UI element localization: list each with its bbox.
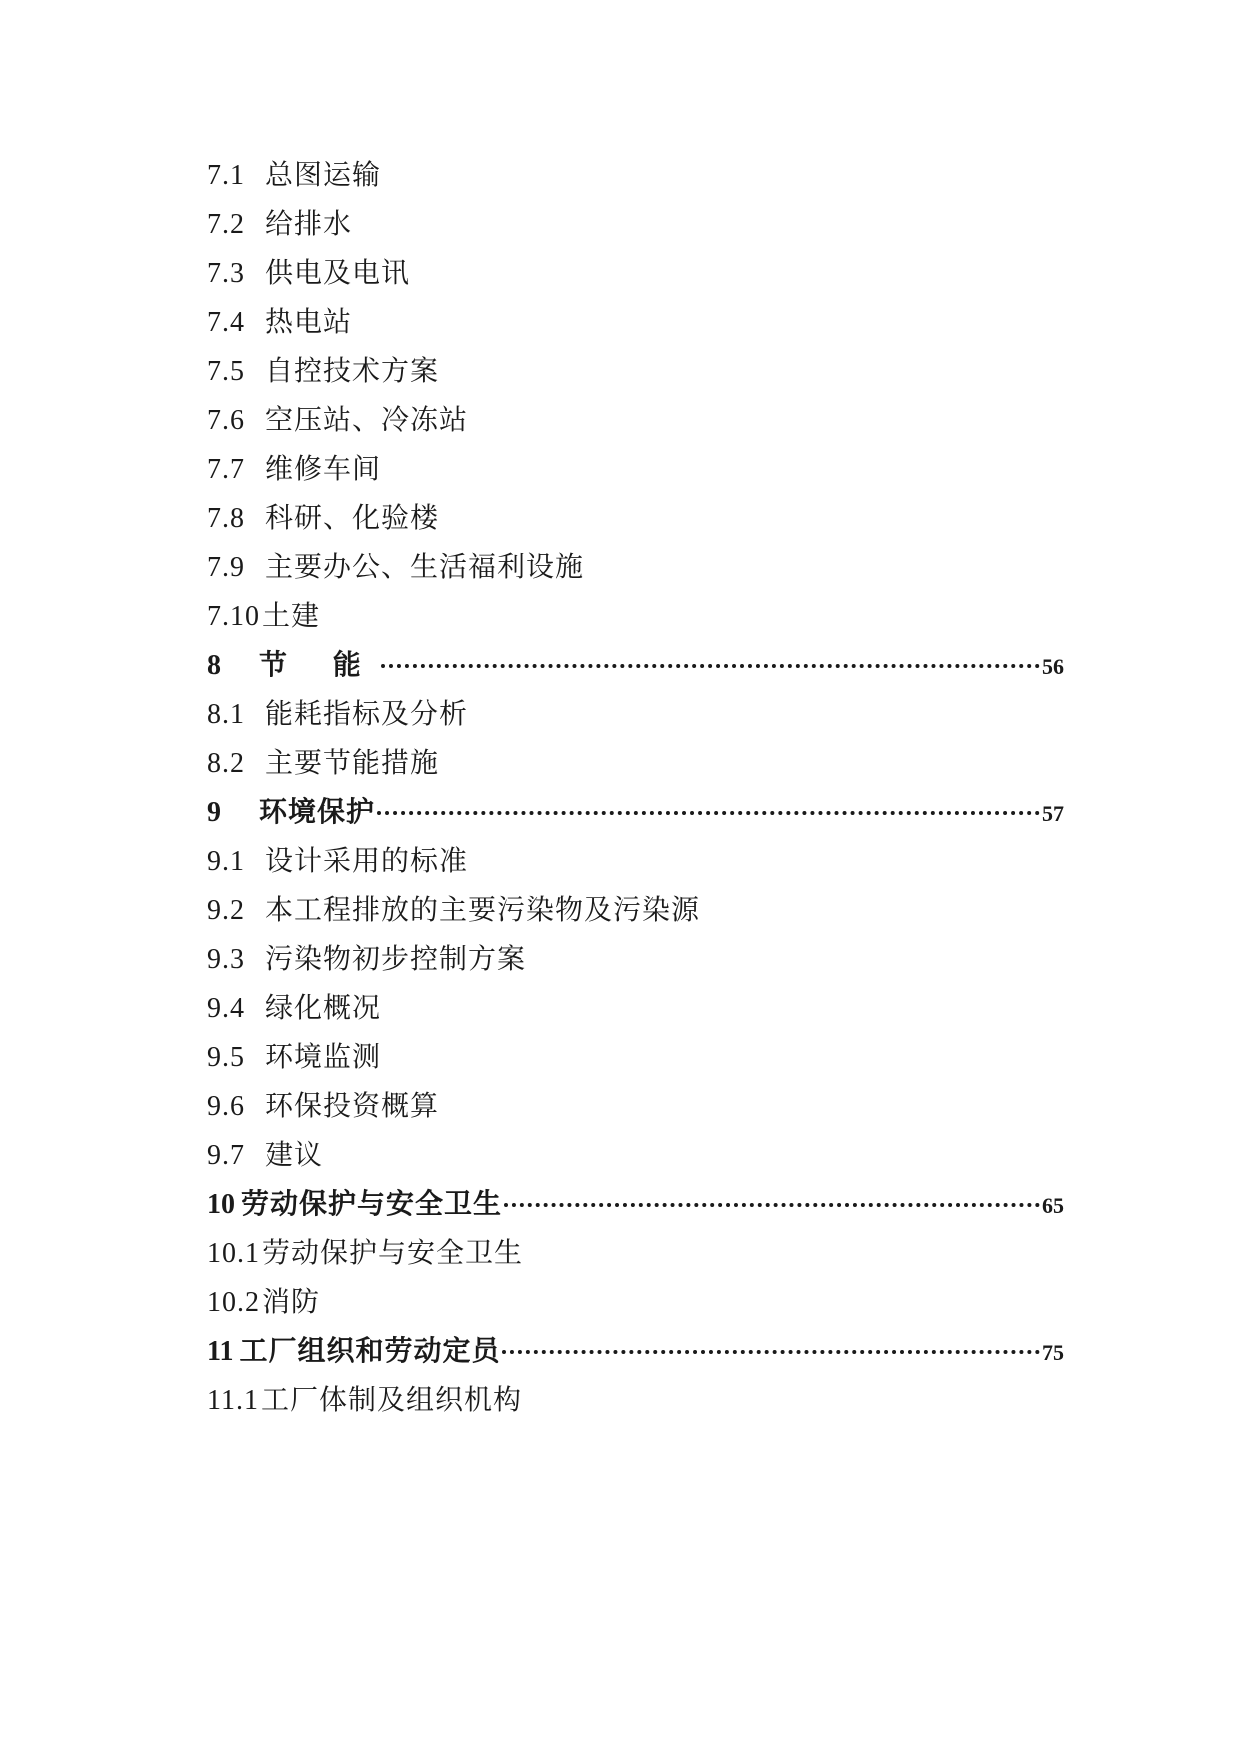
toc-entry-title: 本工程排放的主要污染物及污染源 [265,893,701,926]
toc-entry-number: 9.4 [207,993,245,1024]
dot-leader [504,1189,1040,1217]
toc-entry-number: 10.2 [207,1287,260,1318]
toc-entry-number: 9.3 [207,944,245,975]
toc-chapter-9[interactable] [207,792,1064,832]
toc-chapter-10[interactable] [207,1184,1064,1224]
toc-entry-10-1[interactable] [207,1233,523,1273]
toc-entry-number: 7.2 [207,209,245,240]
dot-leader [502,1336,1040,1364]
toc-entry-title: 供电及电讯 [265,256,411,289]
toc-page-number: 57 [1042,801,1064,826]
toc-entry-title: 给排水 [265,207,353,240]
toc-chapter-title: 工厂组织和劳动定员 [239,1334,501,1367]
toc-entry-number: 10.1 [207,1238,260,1269]
toc-entry-number: 8.2 [207,748,245,779]
toc-entry-11-1[interactable] [207,1380,522,1420]
toc-entry-title: 热电站 [265,305,353,338]
toc-entry-number: 7.10 [207,601,260,632]
toc-entry-7-9[interactable] [207,547,584,587]
toc-entry-number: 7.9 [207,552,245,583]
toc-chapter-number: 8 [207,650,221,681]
toc-entry-title: 总图运输 [265,158,382,191]
toc-entry-number: 11.1 [207,1385,259,1416]
toc-entry-number: 8.1 [207,699,245,730]
toc-entry-number: 9.5 [207,1042,245,1073]
toc-entry-title: 维修车间 [265,452,382,485]
toc-entry-title: 污染物初步控制方案 [265,942,527,975]
toc-entry-7-3[interactable] [207,253,410,293]
toc-entry-10-2[interactable] [207,1282,320,1322]
toc-entry-7-4[interactable] [207,302,352,342]
toc-chapter-title: 环境保护 [259,795,376,828]
toc-page-number: 65 [1042,1193,1064,1218]
toc-entry-7-1[interactable] [207,155,381,195]
toc-entry-number: 9.7 [207,1140,245,1171]
toc-chapter-title: 劳动保护与安全卫生 [241,1187,503,1220]
toc-entry-title: 能耗指标及分析 [265,697,469,730]
toc-entry-7-5[interactable] [207,351,439,391]
toc-entry-number: 7.6 [207,405,245,436]
toc-entry-number: 9.1 [207,846,245,877]
toc-entry-9-2[interactable] [207,890,700,930]
toc-entry-number: 7.5 [207,356,245,387]
toc-entry-title: 环境监测 [265,1040,382,1073]
toc-entry-7-6[interactable] [207,400,468,440]
toc-entry-7-8[interactable] [207,498,439,538]
toc-entry-7-7[interactable] [207,449,381,489]
toc-entry-title: 劳动保护与安全卫生 [262,1236,524,1269]
toc-entry-7-2[interactable] [207,204,352,244]
toc-entry-8-2[interactable] [207,743,439,783]
toc-entry-title: 土建 [262,599,321,632]
toc-entry-title: 环保投资概算 [265,1089,440,1122]
toc-entry-9-5[interactable] [207,1037,381,1077]
toc-entry-9-3[interactable] [207,939,526,979]
toc-chapter-11[interactable] [207,1331,1064,1371]
toc-entry-title: 工厂体制及组织机构 [260,1383,522,1416]
toc-entry-title: 主要办公、生活福利设施 [265,550,585,583]
toc-entry-title: 消防 [262,1285,321,1318]
toc-entry-number: 7.4 [207,307,245,338]
toc-entry-number: 7.3 [207,258,245,289]
toc-entry-9-1[interactable] [207,841,468,881]
toc-entry-9-7[interactable] [207,1135,323,1175]
toc-chapter-number: 9 [207,797,221,828]
dot-leader [377,797,1040,825]
toc-entry-title: 建议 [265,1138,324,1171]
toc-entry-title: 设计采用的标准 [265,844,469,877]
toc-entry-number: 9.2 [207,895,245,926]
toc-page-number: 56 [1042,654,1064,679]
toc-entry-number: 9.6 [207,1091,245,1122]
toc-entry-7-10[interactable] [207,596,320,636]
toc-chapter-number: 11 [207,1336,234,1367]
toc-chapter-8[interactable] [207,645,1064,685]
toc-entry-8-1[interactable] [207,694,468,734]
toc-chapter-number: 10 [207,1189,235,1220]
toc-entry-title: 主要节能措施 [265,746,440,779]
toc-page-number: 75 [1042,1340,1064,1365]
dot-leader [381,650,1040,678]
toc-chapter-title: 节 能 [259,648,379,681]
toc-entry-title: 空压站、冷冻站 [265,403,469,436]
toc-entry-number: 7.7 [207,454,245,485]
toc-entry-9-6[interactable] [207,1086,439,1126]
toc-entry-title: 绿化概况 [265,991,382,1024]
toc-entry-title: 自控技术方案 [265,354,440,387]
toc-entry-number: 7.8 [207,503,245,534]
toc-entry-title: 科研、化验楼 [265,501,440,534]
toc-entry-9-4[interactable] [207,988,381,1028]
toc-entry-number: 7.1 [207,160,245,191]
